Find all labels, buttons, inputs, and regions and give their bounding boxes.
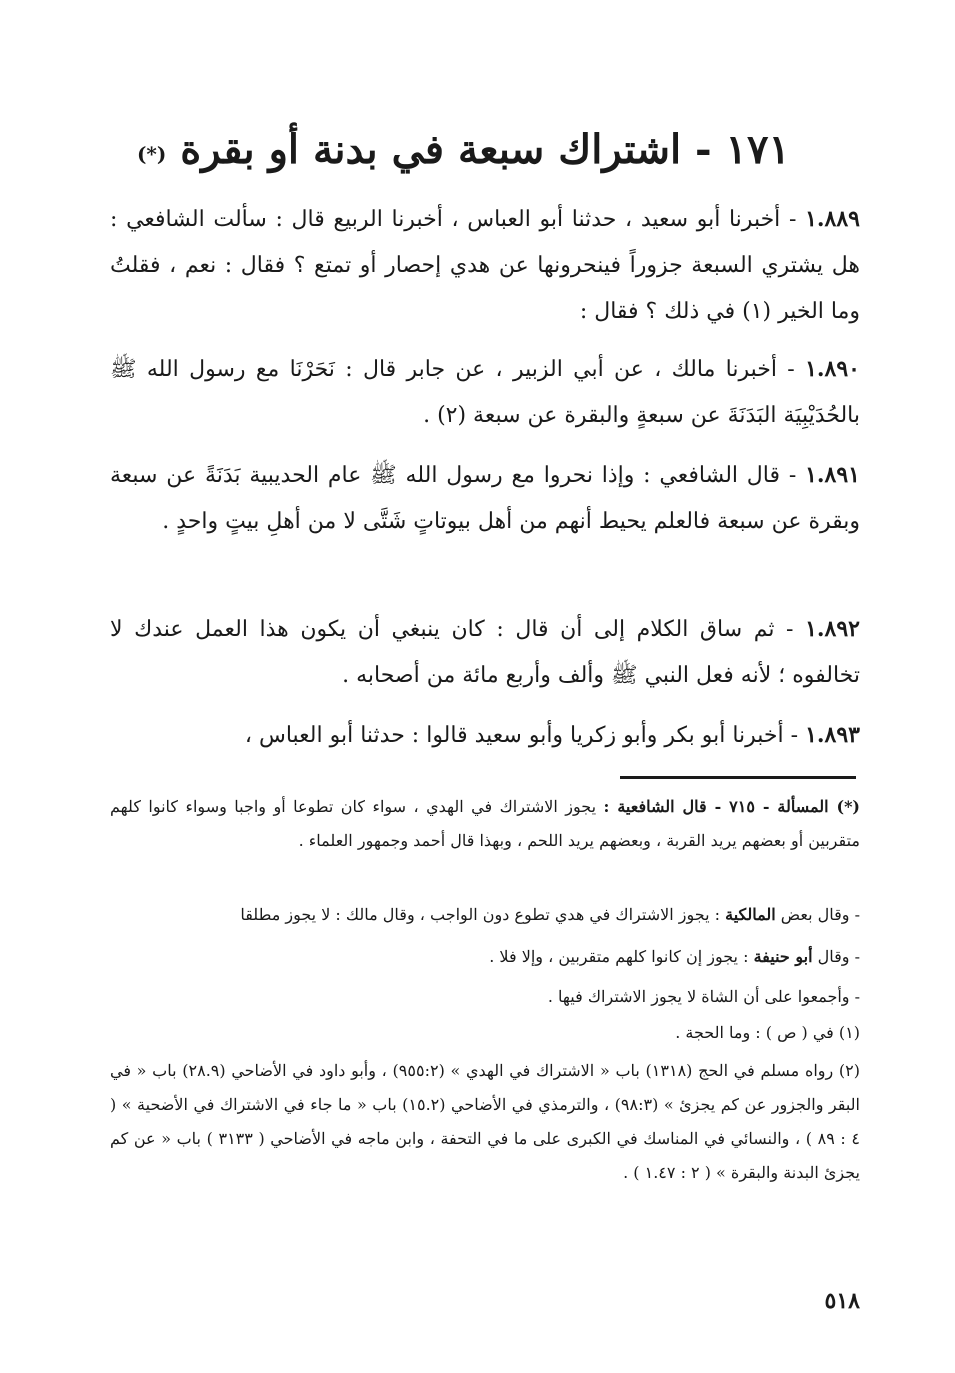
paragraph-1893: [110, 712, 860, 759]
chapter-title-text: ١٧١ - اشتراك سبعة في بدنة أو بقرة: [180, 126, 790, 173]
footnote-2: (٢) رواه مسلم في الحج (١٣١٨) باب « الاشتراك في الهدي » (٩٥٥:٢) ، وأبو داود في الأضاحي (٢٨.٩) باب « في البقر والجزور عن كم يجزئ » (٩٨:٣) ، والترمذي في الأضاحي (١٥.٢) باب « ما جاء في الاشتراك في الأضحية » ( ٤ : ٨٩ ) ، والنسائي في المناسك في الكبرى على ما في التحفة ، وابن ماجه في الأضاحي ( ٣١٣٣ ) باب « عن كم يجزئ البدنة والبقرة » ( ٢ : ١.٤٧ ) .: [110, 1061, 861, 1182]
paragraph-text: - قال الشافعي : وإذا نحروا مع رسول الله ﷺ عام الحديبية بَدَنَةً عن سبعة وبقرة عن سبعة فالعلم يحيط أنهم من أهل بيوتاتٍ شَتَّى لا من أهلِ بيتٍ واحدٍ .: [110, 463, 860, 534]
footnote-star-text: يجوز الاشتراك في الهدي ، سواء كان تطوعا أو واجبا وسواء كانوا كلهم متقربين أو بعضهم يريد القربة ، وبعضهم يريد اللحم ، وبهذا قال أحمد وجمهور العلماء .: [110, 797, 860, 850]
paragraph-1889: [110, 196, 860, 335]
footnote-star-label: (*) المسألة - ٧١٥ - قال الشافعية :: [603, 797, 861, 816]
paragraph-text: - أخبرنا أبو سعيد ، حدثنا أبو العباس ، أخبرنا الربيع قال : سألت الشافعي : هل يشتري السبعة جزوراً فينحرونها عن هدي إحصار أو تمتع ؟ فقال : نعم ، فقلتُ وما الخير (١) في ذلك ؟ فقال :: [110, 207, 860, 324]
paragraph-1890: [110, 346, 860, 439]
footnote-hanafi-text: : يجوز إن كانوا كلهم متقربين ، وإلا فلا .: [489, 947, 749, 966]
paragraph-text: - ثم ساق الكلام إلى أن قال : كان ينبغي أن يكون هذا العمل عندك لا تخالفوه ؛ لأنه فعل النبي ﷺ وألف وأربع مائة من أصحابه .: [110, 617, 860, 688]
paragraph-1891: [110, 452, 860, 545]
page-number: ٥١٨: [824, 1288, 860, 1314]
paragraph-number: ١.٨٩٢: [805, 616, 860, 642]
footnote-maliki-text: : يجوز الاشتراك في هدي تطوع دون الواجب ، وقال مالك : لا يجوز مطلقا: [240, 905, 721, 924]
footnote-consensus: - وأجمعوا على أن الشاة لا يجوز الاشتراك فيها .: [547, 987, 860, 1006]
chapter-footnote-marker: (*): [136, 142, 167, 166]
footnote-maliki: [110, 898, 860, 932]
footnote-maliki-prefix: - وقال بعض: [780, 905, 860, 924]
paragraph-1892: [110, 606, 860, 699]
footnote-hanafi: [110, 940, 860, 974]
footnote-maliki-school: المالكية: [725, 905, 776, 924]
footnote-star: [110, 790, 860, 858]
paragraph-number: ١.٨٨٩: [805, 206, 861, 232]
paragraph-number: ١.٨٩٠: [805, 356, 860, 382]
footnote-hanafi-school: أبو حنيفة: [753, 947, 813, 966]
chapter-title: [136, 120, 790, 180]
footnote-divider: [620, 776, 856, 779]
footnote-1: (١) في ( ص ) : وما الحجة .: [675, 1023, 860, 1042]
paragraph-number: ١.٨٩١: [805, 462, 861, 488]
footnote-hanafi-prefix: - وقال: [817, 947, 860, 966]
paragraph-text: - أخبرنا مالك ، عن أبي الزبير ، عن جابر قال : نَحَرْنَا مع رسول الله ﷺ بالحُدَيْبِيَة البَدَنَةَ عن سبعةٍ والبقرة عن سبعة (٢) .: [110, 357, 860, 428]
paragraph-number: ١.٨٩٣: [805, 722, 860, 748]
paragraph-text: - أخبرنا أبو بكر وأبو زكريا وأبو سعيد قالوا : حدثنا أبو العباس ،: [244, 723, 799, 748]
